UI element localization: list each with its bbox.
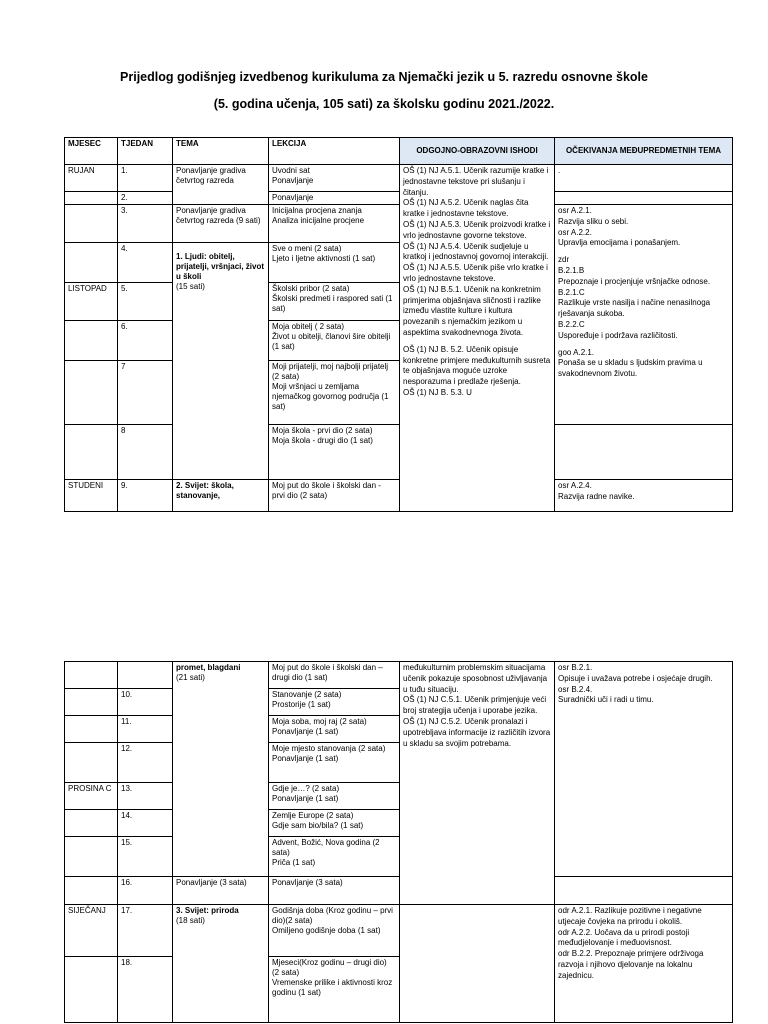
week-cell: 3. xyxy=(118,205,173,243)
table-row xyxy=(65,905,733,957)
ocekivanja-cell xyxy=(555,425,733,480)
lekcija-cell: Ponavljanje xyxy=(269,192,400,205)
lekcija-cell: Uvodni sat Ponavljanje xyxy=(269,165,400,192)
week-cell: 16. xyxy=(118,877,173,905)
month-cell xyxy=(65,689,118,716)
lekcija-cell: Moja obitelj ( 2 sata) Život u obitelji, članovi šire obitelji (1 sat) xyxy=(269,321,400,361)
lekcija-cell: Gdje je…? (2 sata) Ponavljanje (1 sat) xyxy=(269,783,400,810)
tema-cell: Ponavljanje (3 sata) xyxy=(173,877,269,905)
week-cell: 11. xyxy=(118,716,173,743)
table-row xyxy=(65,480,733,512)
week-cell: 2. xyxy=(118,192,173,205)
lekcija-cell: Inicijalna procjena znanja Analiza inicijalne procjene xyxy=(269,205,400,243)
ishodi-cell: OŠ (1) NJ A.5.1. Učenik razumije kratke i jednostavne tekstove pri slušanju i čitanju. OŠ (1) NJ A.5.2. Učenik naglas čita kratke i jednostavne tekstove. OŠ (1) NJ A.5.3. Učenik proizvodi kratke i vrlo jednostavne govorne tekstove. OŠ (1) NJ A.5.4. Učenik sudjeluje u kratkoj i jednostavnoj govornoj interakciji. OŠ (1) NJ A.5.5. Učenik piše vrlo kratke i vrlo jednostavne tekstove. OŠ (1) NJ B.5.1. Učenik na konkretnim primjerima objašnjava sličnosti i razlike između vlastite kulture i kultura povezanih s njemačkim jezikom u aspektima svakodnevnoga života. OŠ (1) NJ B. 5.2. Učenik opisuje konkretne primjere međukulturnih susreta te objašnjava moguće uzroke nesporazuma i predlaže rješenja. OŠ (1) NJ B. 5.3. U xyxy=(400,165,555,512)
ocekivanja-cell: osr A.2.4. Razvija radne navike. xyxy=(555,480,733,512)
month-cell xyxy=(65,743,118,783)
month-cell xyxy=(65,321,118,361)
week-cell: 14. xyxy=(118,810,173,837)
lekcija-cell: Moj put do škole i školski dan – drugi dio (1 sat) xyxy=(269,662,400,689)
tema-cell: 3. Svijet: priroda (18 sati) xyxy=(173,905,269,1023)
week-cell: 15. xyxy=(118,837,173,877)
ishodi-cell xyxy=(400,905,555,1023)
header-mjesec: MJESEC xyxy=(65,138,118,165)
week-cell: 5. xyxy=(118,283,173,321)
header-tema: TEMA xyxy=(173,138,269,165)
week-cell: 6. xyxy=(118,321,173,361)
tema-cell: promet, blagdani (21 sati) xyxy=(173,662,269,877)
month-cell: PROSINA C xyxy=(65,783,118,810)
month-cell xyxy=(65,837,118,877)
table-row xyxy=(65,192,733,205)
table-row xyxy=(65,662,733,689)
header-ocekivanja: OČEKIVANJA MEĐUPREDMETNIH TEMA xyxy=(555,138,733,165)
week-cell: 13. xyxy=(118,783,173,810)
header-tjedan: TJEDAN xyxy=(118,138,173,165)
lekcija-cell: Mjeseci(Kroz godinu – drugi dio) (2 sata) Vremenske prilike i aktivnosti kroz godinu (1 sat) xyxy=(269,957,400,1023)
week-cell: 10. xyxy=(118,689,173,716)
month-cell xyxy=(65,205,118,243)
month-cell: LISTOPAD xyxy=(65,283,118,321)
tema-cell: 2. Svijet: škola, stanovanje, xyxy=(173,480,269,512)
table-row xyxy=(65,205,733,243)
lekcija-cell: Stanovanje (2 sata) Prostorije (1 sat) xyxy=(269,689,400,716)
month-cell xyxy=(65,662,118,689)
month-cell xyxy=(65,810,118,837)
lekcija-cell: Advent, Božić, Nova godina (2 sata) Priča (1 sat) xyxy=(269,837,400,877)
lekcija-cell: Sve o meni (2 sata) Ljeto i ljetne aktivnosti (1 sat) xyxy=(269,243,400,283)
ocekivanja-cell: osr B.2.1. Opisuje i uvažava potrebe i osjećaje drugih. osr B.2.4. Suradnički uči i radi u timu. xyxy=(555,662,733,877)
document-title: Prijedlog godišnjeg izvedbenog kurikuluma za Njemački jezik u 5. razredu osnovne škole xyxy=(120,70,648,84)
tema-cell: 1. Ljudi: obitelj, prijatelji, vršnjaci, život u školi (15 sati) xyxy=(173,243,269,480)
lekcija-cell: Ponavljanje (3 sata) xyxy=(269,877,400,905)
ocekivanja-cell xyxy=(555,877,733,905)
month-cell: RUJAN xyxy=(65,165,118,192)
month-cell: STUDENI xyxy=(65,480,118,512)
month-cell xyxy=(65,716,118,743)
header-lekcija: LEKCIJA xyxy=(269,138,400,165)
table-row xyxy=(65,877,733,905)
lekcija-cell: Godišnja doba (Kroz godinu – prvi dio)(2 sata) Omiljeno godišnje doba (1 sat) xyxy=(269,905,400,957)
month-cell xyxy=(65,361,118,425)
week-cell: 12. xyxy=(118,743,173,783)
ocekivanja-cell xyxy=(555,192,733,205)
month-cell xyxy=(65,243,118,283)
ishodi-cell: međukulturnim problemskim situacijama učenik pokazuje sposobnost uživljavanja u tuđu situaciju. OŠ (1) NJ C.5.1. Učenik primjenjuje veći broj strategija učenja i uporabe jezika. OŠ (1) NJ C.5.2. Učenik pronalazi i upotrebljava informacije iz različitih izvora u skladu sa svojim potrebama. xyxy=(400,662,555,905)
tema-cell: Ponavljanje gradiva četvrtog razreda xyxy=(173,165,269,205)
lekcija-cell: Moji prijatelji, moj najbolji prijatelj (2 sata) Moji vršnjaci u zemljama njemačkog govornog područja (1 sat) xyxy=(269,361,400,425)
lekcija-cell: Zemlje Europe (2 sata) Gdje sam bio/bila? (1 sat) xyxy=(269,810,400,837)
month-cell xyxy=(65,425,118,480)
lekcija-cell: Moje mjesto stanovanja (2 sata) Ponavljanje (1 sat) xyxy=(269,743,400,783)
week-cell xyxy=(118,662,173,689)
month-cell xyxy=(65,192,118,205)
lekcija-cell: Moja soba, moj raj (2 sata) Ponavljanje (1 sat) xyxy=(269,716,400,743)
lekcija-cell: Moj put do škole i školski dan - prvi dio (2 sata) xyxy=(269,480,400,512)
week-cell: 1. xyxy=(118,165,173,192)
table-row xyxy=(65,165,733,192)
document-subtitle: (5. godina učenja, 105 sati) za školsku godinu 2021./2022. xyxy=(213,97,555,111)
ocekivanja-cell: . xyxy=(555,165,733,192)
tema-cell: Ponavljanje gradiva četvrtog razreda (9 sati) xyxy=(173,205,269,243)
week-cell: 9. xyxy=(118,480,173,512)
week-cell: 4. xyxy=(118,243,173,283)
ocekivanja-cell: osr A.2.1. Razvija sliku o sebi. osr A.2.2. Upravlja emocijama i ponašanjem. zdr B.2.1.B Prepoznaje i procjenjuje vršnjačke odnose. B.2.1.C Razlikuje vrste nasilja i načine nenasilnoga rješavanja sukoba. B.2.2.C Uspoređuje i podržava različitosti. goo A.2.1. Ponaša se u skladu s ljudskim pravima u svakodnevnom životu. xyxy=(555,205,733,425)
month-cell xyxy=(65,877,118,905)
curriculum-table-part1 xyxy=(64,137,733,512)
week-cell: 7 xyxy=(118,361,173,425)
week-cell: 18. xyxy=(118,957,173,1023)
month-cell xyxy=(65,957,118,1023)
week-cell: 8 xyxy=(118,425,173,480)
header-ishodi: ODGOJNO-OBRAZOVNI ISHODI xyxy=(400,138,555,165)
table-row xyxy=(65,425,733,480)
lekcija-cell: Moja škola - prvi dio (2 sata) Moja škola - drugi dio (1 sat) xyxy=(269,425,400,480)
lekcija-cell: Školski pribor (2 sata) Školski predmeti i raspored sati (1 sat) xyxy=(269,283,400,321)
curriculum-table-part2 xyxy=(64,661,733,1023)
month-cell: SIJEČANJ xyxy=(65,905,118,957)
ocekivanja-cell: odr A.2.1. Razlikuje pozitivne i negativne utjecaje čovjeka na prirodu i okoliš. odr A.2.2. Uočava da u prirodi postoji međudjelovanje i međuovisnost. odr B.2.2. Prepoznaje primjere održivoga razvoja i njihovo djelovanje na lokalnu zajednicu. xyxy=(555,905,733,1023)
week-cell: 17. xyxy=(118,905,173,957)
